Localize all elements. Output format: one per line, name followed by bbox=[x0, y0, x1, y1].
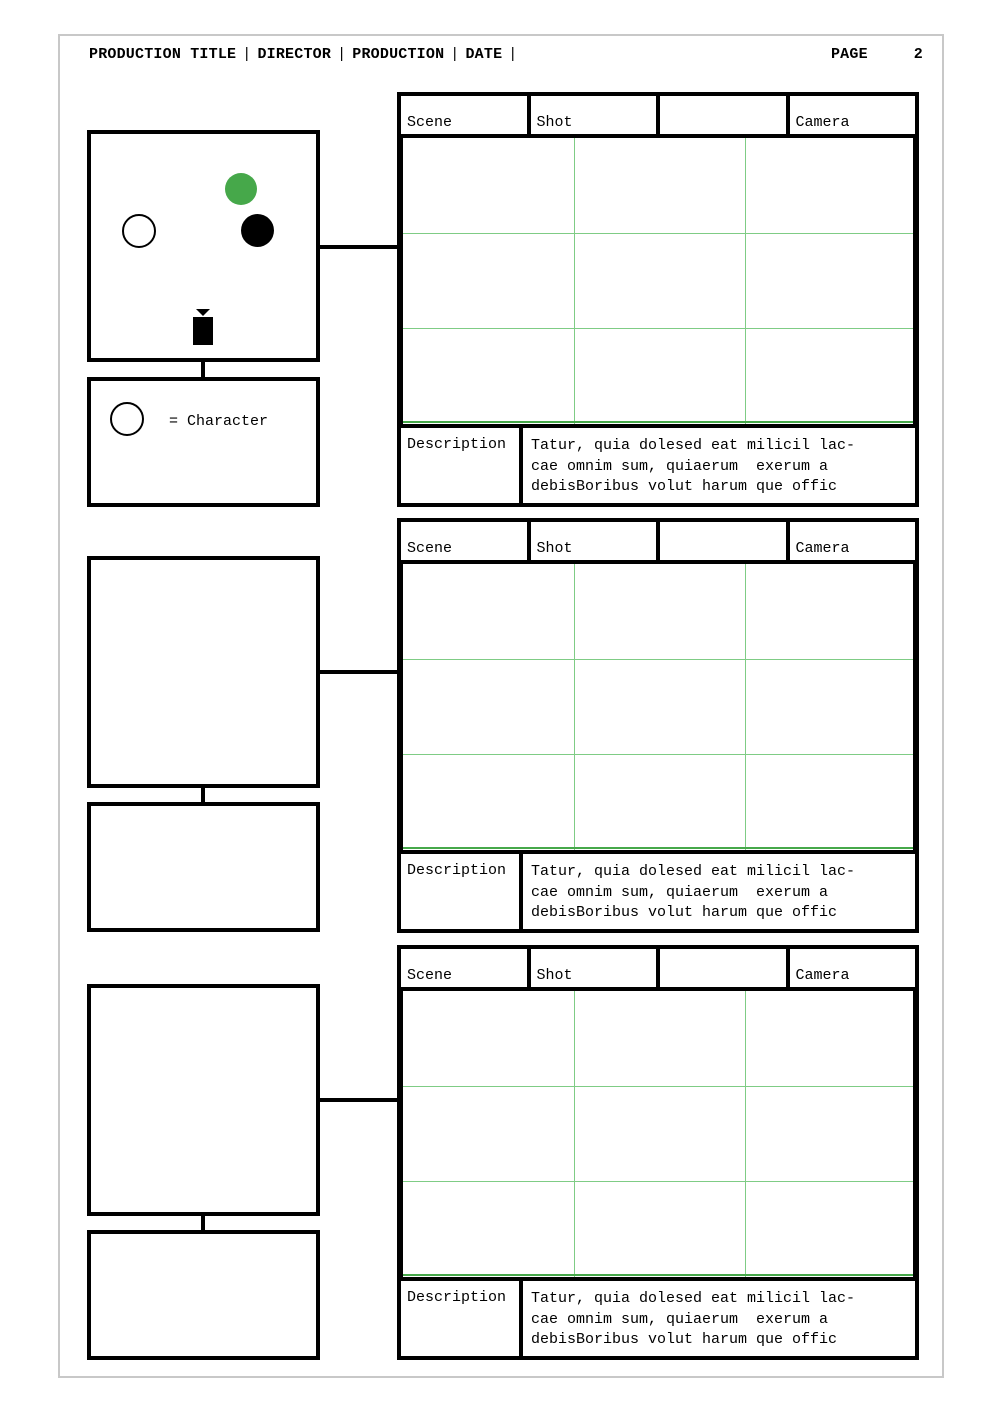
shot-panel bbox=[397, 518, 919, 933]
connector-horizontal bbox=[318, 245, 400, 249]
description-label: Description bbox=[401, 428, 523, 503]
header-separator: | bbox=[242, 46, 252, 63]
production-field: PRODUCTION bbox=[352, 46, 445, 63]
green-marker-icon bbox=[225, 173, 257, 205]
shot-field[interactable]: Shot bbox=[531, 96, 661, 134]
page-header bbox=[89, 46, 923, 68]
scene-field[interactable]: Scene bbox=[401, 949, 531, 987]
description-label: Description bbox=[401, 854, 523, 929]
blank-field[interactable] bbox=[660, 522, 790, 560]
frame-grid bbox=[401, 138, 915, 424]
date-field: DATE bbox=[465, 46, 503, 63]
shot-field[interactable]: Shot bbox=[531, 522, 661, 560]
camera-field[interactable]: Camera bbox=[795, 540, 850, 557]
camera-icon bbox=[191, 309, 215, 349]
camera-field[interactable]: Camera bbox=[795, 114, 850, 131]
description-label: Description bbox=[401, 1281, 523, 1356]
description-text[interactable]: Tatur, quia dolesed eat milicil lac- cae omnim sum, quiaerum exerum a debisBoribus volut harum que offic bbox=[531, 863, 856, 921]
header-fields bbox=[89, 46, 524, 63]
shot-info-bar bbox=[401, 522, 915, 564]
frame-grid bbox=[401, 991, 915, 1277]
scene-field[interactable]: Scene bbox=[401, 522, 531, 560]
character-circle-icon bbox=[122, 214, 156, 248]
header-separator: | bbox=[337, 46, 347, 63]
floorplan-box bbox=[87, 130, 320, 362]
page-label: PAGE bbox=[830, 46, 868, 63]
subject-dot-icon bbox=[241, 214, 274, 247]
header-separator: | bbox=[508, 46, 518, 63]
shot-field[interactable]: Shot bbox=[531, 949, 661, 987]
camera-field[interactable]: Camera bbox=[795, 967, 850, 984]
blank-field[interactable] bbox=[660, 96, 790, 134]
page-indicator bbox=[831, 46, 923, 63]
production-title: PRODUCTION TITLE bbox=[89, 46, 237, 63]
page-number: 2 bbox=[913, 46, 923, 63]
description-text[interactable]: Tatur, quia dolesed eat milicil lac- cae omnim sum, quiaerum exerum a debisBoribus volut harum que offic bbox=[531, 437, 856, 495]
description-row bbox=[401, 424, 915, 503]
notes-box bbox=[87, 1230, 320, 1360]
shot-panel bbox=[397, 945, 919, 1360]
description-text[interactable]: Tatur, quia dolesed eat milicil lac- cae omnim sum, quiaerum exerum a debisBoribus volut harum que offic bbox=[531, 1290, 856, 1348]
floorplan-box bbox=[87, 984, 320, 1216]
description-row bbox=[401, 850, 915, 929]
blank-field[interactable] bbox=[660, 949, 790, 987]
character-legend-icon bbox=[110, 402, 144, 436]
shot-info-bar bbox=[401, 96, 915, 138]
connector-horizontal bbox=[318, 670, 400, 674]
director-field: DIRECTOR bbox=[257, 46, 332, 63]
frame-grid bbox=[401, 564, 915, 850]
scene-field[interactable]: Scene bbox=[401, 96, 531, 134]
description-row bbox=[401, 1277, 915, 1356]
connector-horizontal bbox=[318, 1098, 400, 1102]
shot-panel bbox=[397, 92, 919, 507]
notes-box bbox=[87, 802, 320, 932]
floorplan-box bbox=[87, 556, 320, 788]
legend-label: = Character bbox=[169, 413, 269, 430]
legend-box bbox=[87, 377, 320, 507]
shot-info-bar bbox=[401, 949, 915, 991]
header-separator: | bbox=[450, 46, 460, 63]
